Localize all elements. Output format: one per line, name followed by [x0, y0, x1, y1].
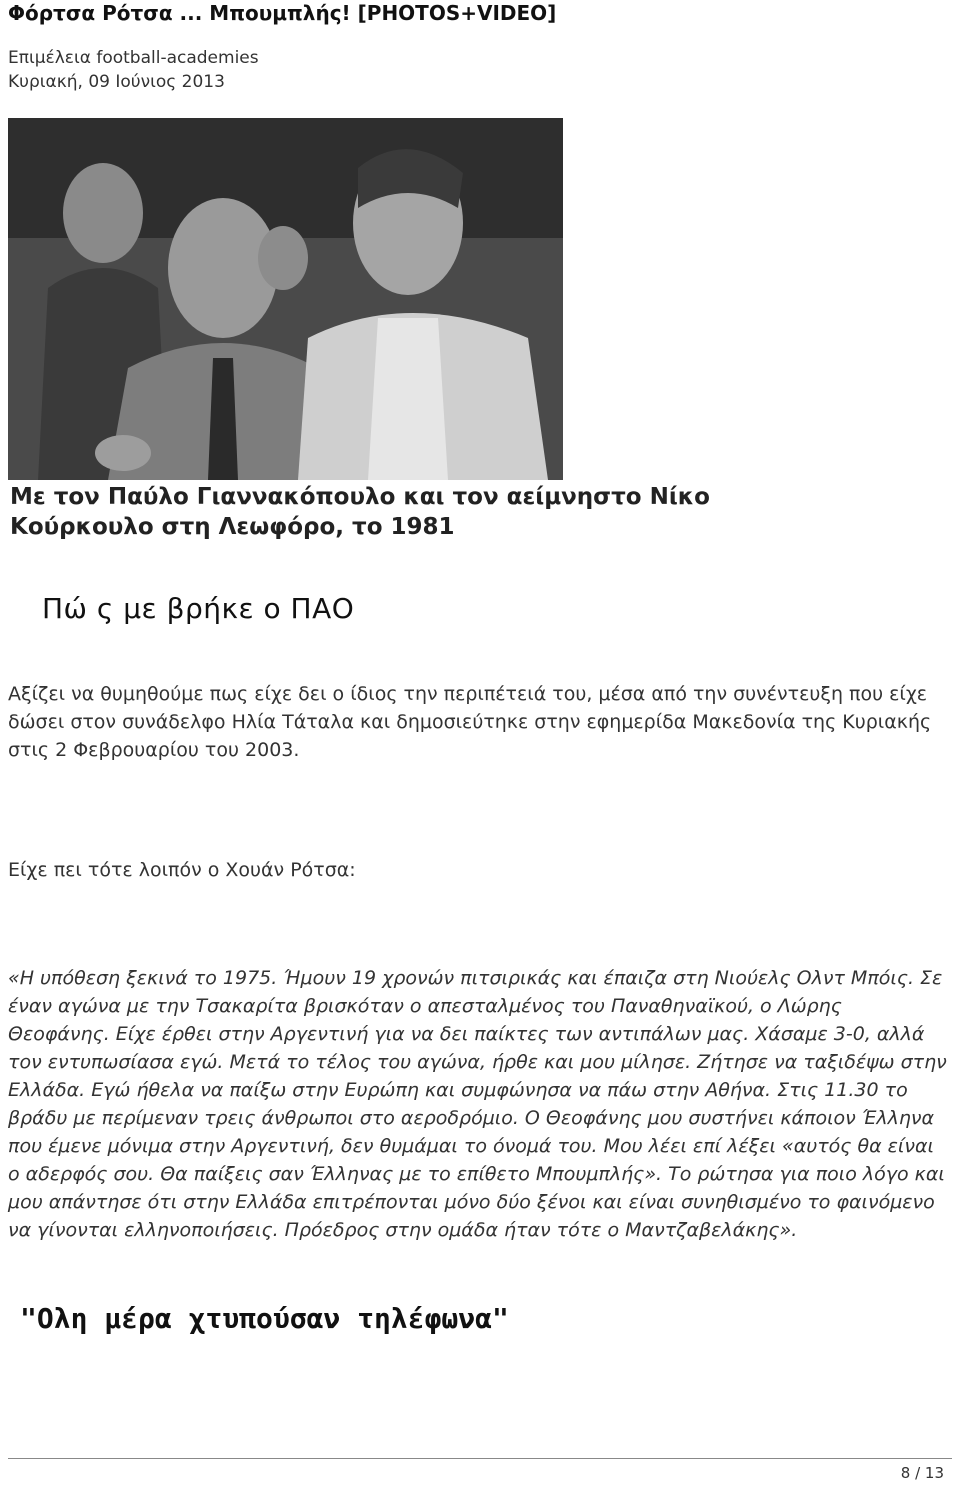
- section-heading-phones: "Ολη μέρα χτυπούσαν τηλέφωνα": [20, 1302, 509, 1335]
- photo-caption: Με τον Παύλο Γιαννακόπουλο και τον αείμνηστο Νίκο Κούρκουλο στη Λεωφόρο, το 1981: [10, 484, 710, 540]
- section-heading-pao: Πώ ς με βρήκε ο ΠΑΟ: [42, 592, 355, 625]
- article-photo: [8, 118, 563, 480]
- article-date: Κυριακή, 09 Ιούνιος 2013: [8, 72, 225, 92]
- paragraph-interview: Αξίζει να θυμηθούμε πως είχε δει ο ίδιος την περιπέτειά του, μέσα από την συνέντευξη που είχε δώσει στον συνάδελφο Ηλία Τάταλα και δημοσιεύτηκε στην εφημερίδα Μακεδονία της Κυριακής στις 2 Φεβρουαρίου του 2003.: [8, 683, 932, 761]
- photo-illustration: [8, 118, 563, 480]
- article-title: Φόρτσα Ρότσα ... Μπουμπλής! [PHOTOS+VIDEO]: [8, 1, 557, 25]
- page-number: 8 / 13: [900, 1464, 944, 1482]
- article-author: Επιμέλεια football-academies: [8, 48, 259, 68]
- quote-paragraph: «Η υπόθεση ξεκινά το 1975. Ήμουν 19 χρονών πιτσιρικάς και έπαιζα στη Νιούελς Ολντ Μπόις. Σε έναν αγώνα με την Τσακαρίτα βρισκόταν ο απεσταλμένος του Παναθηναϊκού, ο Λώρης Θεοφάνης. Είχε έρθει στην Αργεντινή για να δει παίκτες των αντιπάλων μας. Χάσαμε 3-0, αλλά τον εντυπωσίασα εγώ. Μετά το τέλος του αγώνα, ήρθε και μου μίλησε. Ζήτησε να ταξιδέψω στην Ελλάδα. Εγώ ήθελα να παίξω στην Ευρώπη και συμφώνησα να πάω στην Αθήνα. Στις 11.30 το βράδυ με περίμεναν τρεις άνθρωποι στο αεροδρόμιο. Ο Θεοφάνης μου συστήνει κάποιον Έλληνα που έμενε μόνιμα στην Αργεντινή, δεν θυμάμαι το όνομά του. Μου λέει επί λέξει «αυτός θα είναι ο αδερφός σου. Θα παίξεις σαν Έλληνας με το επίθετο Μπουμπλής». Το ρώτησα για ποιο λόγο και μου απάντησε ότι στην Ελλάδα επιτρέπονται μόνο δύο ξένοι και είναι συνηθισμένο το φαινόμενο να γίνονται ελληνοποιήσεις. Πρόεδρος στην ομάδα ήταν τότε ο Μαντζαβελάκης».: [8, 967, 947, 1241]
- paragraph-intro-quote: Είχε πει τότε λοιπόν ο Χουάν Ρότσα:: [8, 859, 356, 881]
- footer-divider: [8, 1458, 952, 1459]
